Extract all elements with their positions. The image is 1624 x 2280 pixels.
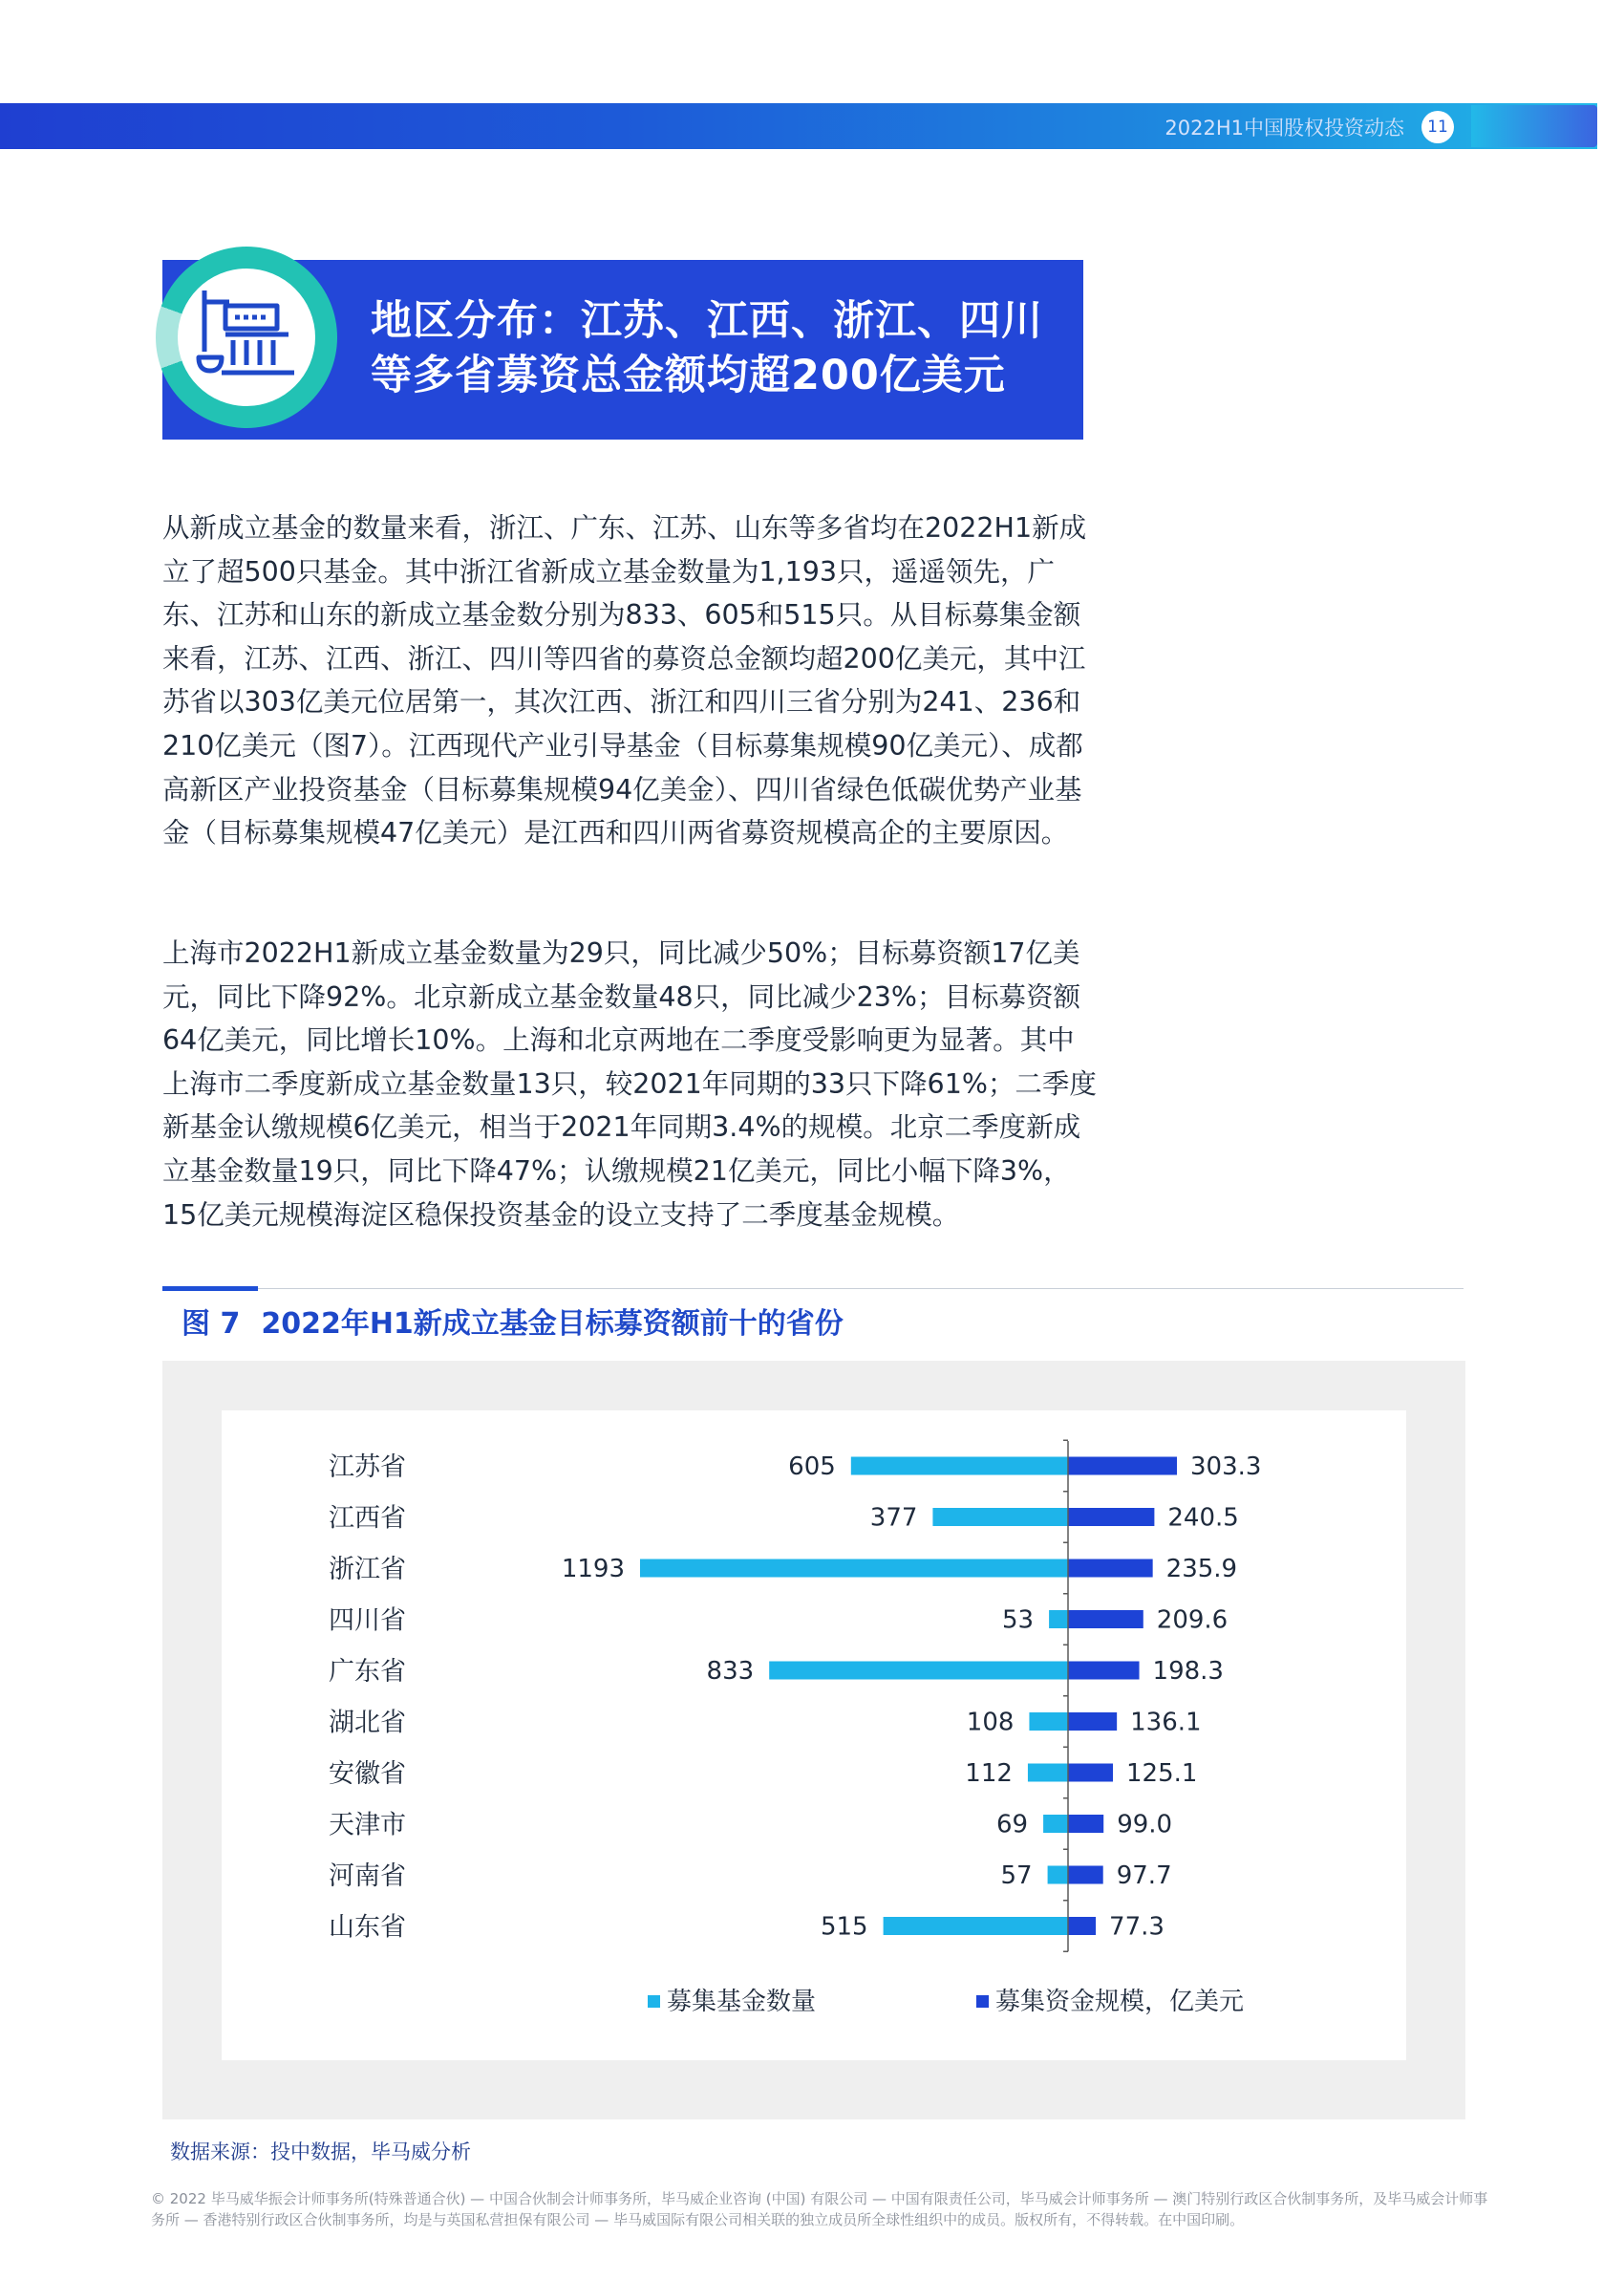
fund-count-bar [640, 1559, 1068, 1578]
fund-size-bar [1068, 1764, 1113, 1782]
fund-size-label: 198.3 [1152, 1657, 1224, 1686]
fund-count-label: 605 [788, 1452, 836, 1481]
figure-rule-accent [162, 1286, 258, 1291]
fund-count-bar [884, 1917, 1068, 1935]
fund-count-bar [1043, 1815, 1068, 1833]
fund-size-bar [1068, 1712, 1117, 1731]
fund-size-label: 125.1 [1126, 1759, 1198, 1788]
fund-size-label: 77.3 [1109, 1912, 1165, 1942]
fund-size-bar [1068, 1559, 1153, 1578]
fund-size-label: 209.6 [1156, 1605, 1229, 1635]
section-title [371, 294, 1058, 403]
data-source: 数据来源：投中数据，毕马威分析 [170, 2140, 471, 2163]
legend-label: 募集基金数量 [667, 1988, 817, 2016]
page-number: 11 [1421, 111, 1454, 143]
body-paragraph-2: 上海市2022H1新成立基金数量为29只，同比减少50%；目标募资额17亿美元，同比下降92%。北京新成立基金数量48只，同比减少23%；目标募资额64亿美元，同比增长10%。上海和北京两地在二季度受影响更为显著。其中上海市二季度新成立基金数量13只，较2021年同期的33只下降61%；二季度新基金认缴规模6亿美元，相当于2021年同期3.4%的规模。北京二季度新成立基金数量19只，同比下降47%；认缴规模21亿美元，同比小幅下降3%，15亿美元规模海淀区稳保投资基金的设立支持了二季度基金规模。 [162, 937, 1097, 1231]
fund-count-label: 53 [1002, 1605, 1035, 1635]
figure-caption: 2022年H1新成立基金目标募资额前十的省份 [261, 1307, 844, 1341]
fund-count-bar [1048, 1866, 1068, 1884]
fund-size-label: 303.3 [1190, 1452, 1262, 1481]
fund-count-label: 833 [706, 1657, 755, 1686]
category-label: 广东省 [329, 1657, 406, 1687]
section-title-line1: 地区分布：江苏、江西、浙江、四川 [371, 297, 1043, 345]
fund-size-bar [1068, 1917, 1096, 1935]
fund-building-icon [191, 285, 302, 388]
legend-swatch [648, 1995, 660, 2008]
fund-count-label: 57 [1000, 1861, 1033, 1890]
fund-count-bar [851, 1457, 1068, 1475]
figure-rule [162, 1288, 1464, 1289]
fund-size-label: 99.0 [1117, 1810, 1173, 1839]
fund-size-bar [1068, 1815, 1103, 1833]
fund-size-bar [1068, 1610, 1143, 1628]
fund-size-bar [1068, 1662, 1140, 1680]
fund-size-label: 235.9 [1165, 1555, 1238, 1583]
legend-swatch [976, 1995, 989, 2008]
fund-count-label: 515 [820, 1912, 868, 1942]
category-label: 山东省 [329, 1912, 406, 1943]
section-title-line2: 等多省募资总金额均超200亿美元 [371, 352, 1006, 399]
figure-title [182, 1300, 865, 1342]
category-label: 天津市 [329, 1810, 406, 1840]
figure-label: 图 7 [182, 1307, 241, 1341]
fund-count-label: 112 [965, 1759, 1013, 1788]
fund-count-bar [1049, 1610, 1068, 1628]
category-label: 浙江省 [329, 1555, 406, 1584]
category-label: 四川省 [329, 1605, 406, 1636]
province-bar-chart [222, 1410, 1406, 2060]
fund-size-bar [1068, 1866, 1103, 1884]
category-label: 湖北省 [329, 1708, 406, 1738]
fund-size-label: 97.7 [1116, 1861, 1172, 1890]
header-band-tail [1471, 105, 1597, 147]
category-label: 安徽省 [329, 1759, 406, 1789]
fund-size-bar [1068, 1457, 1177, 1475]
fund-count-bar [1029, 1712, 1068, 1731]
fund-count-label: 377 [869, 1503, 918, 1533]
legend-label: 募集资金规模，亿美元 [995, 1988, 1245, 2016]
body-paragraph-1: 从新成立基金的数量来看，浙江、广东、江苏、山东等多省均在2022H1新成立了超500只基金。其中浙江省新成立基金数量为1,193只，遥遥领先，广东、江苏和山东的新成立基金数分别为833、605和515只。从目标募集金额来看，江苏、江西、浙江、四川等四省的募资总金额均超200亿美元，其中江苏省以303亿美元位居第一，其次江西、浙江和四川三省分别为241、236和210亿美元（图7）。江西现代产业引导基金（目标募集规模90亿美元）、成都高新区产业投资基金（目标募集规模94亿美金）、四川省绿色低碳优势产业基金（目标募集规模47亿美元）是江西和四川两省募资规模高企的主要原因。 [162, 512, 1087, 850]
category-label: 江苏省 [329, 1452, 406, 1482]
category-label: 河南省 [329, 1861, 406, 1891]
fund-count-bar [769, 1662, 1068, 1680]
fund-count-label: 1193 [561, 1555, 625, 1583]
fund-size-label: 240.5 [1167, 1503, 1239, 1533]
copyright-footer: © 2022 毕马威华振会计师事务所(特殊普通合伙) — 中国合伙制会计师事务所，毕马威企业咨询 (中国) 有限公司 — 中国有限责任公司，毕马威会计师事务所 — 澳门特别行政区合伙制事务所，及毕马威会计师事务所 — 香港特别行政区合伙制事务所，均是与英国私营担保有限公司 — 毕马威国际有限公司相关联的独立成员所全球性组织中的成员。版权所有，不得转载。在中国印刷。 [151, 2190, 1488, 2228]
fund-count-bar [1028, 1764, 1068, 1782]
fund-size-label: 136.1 [1130, 1708, 1202, 1737]
fund-count-bar [932, 1508, 1068, 1526]
fund-size-bar [1068, 1508, 1154, 1526]
running-title: 2022H1中国股权投资动态 [1165, 117, 1404, 140]
fund-count-label: 69 [995, 1810, 1029, 1839]
category-label: 江西省 [329, 1503, 406, 1534]
fund-count-label: 108 [966, 1708, 1015, 1737]
